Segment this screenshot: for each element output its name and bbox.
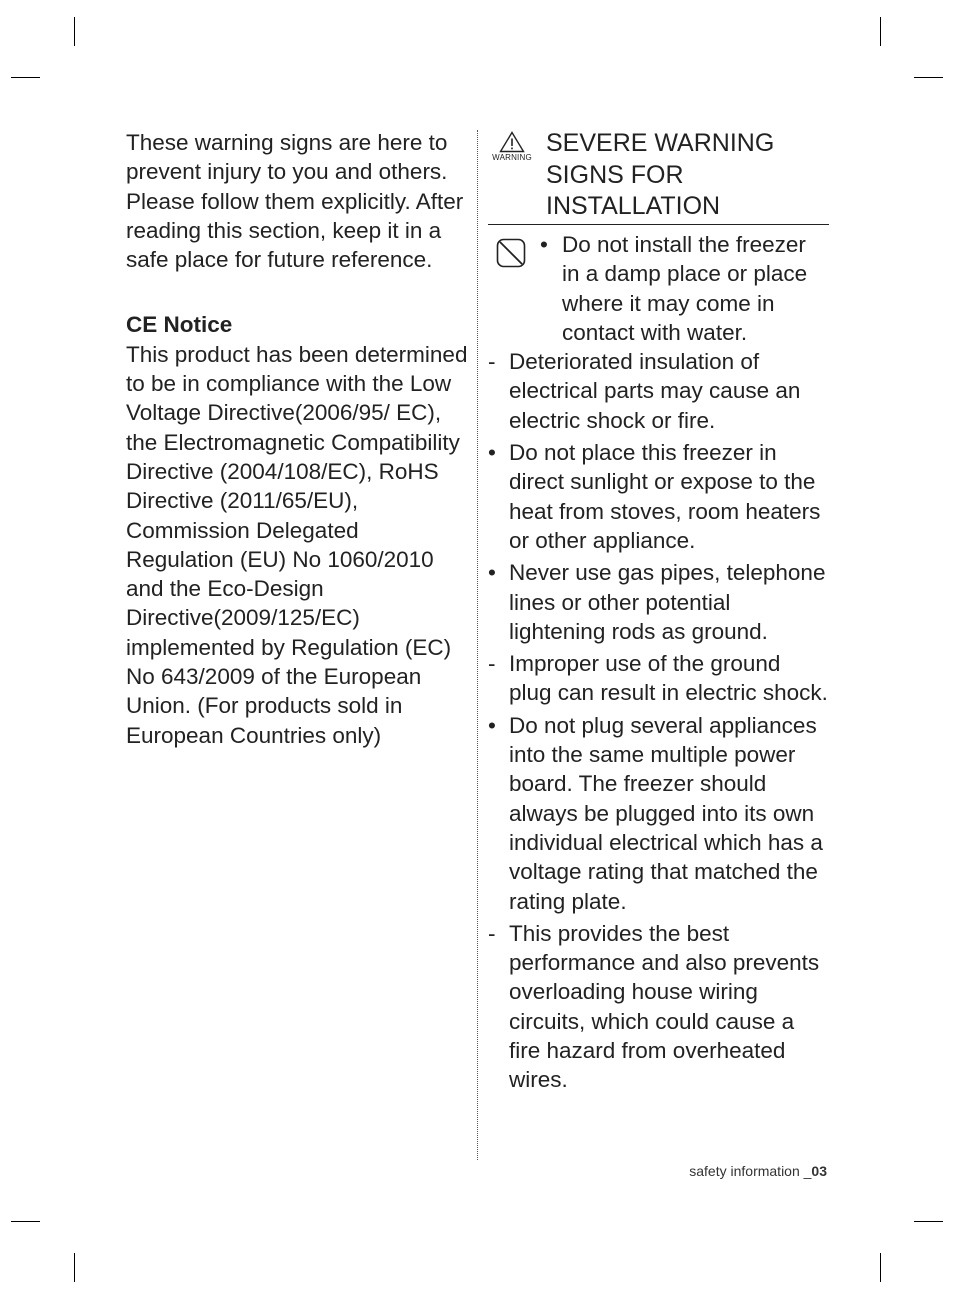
dash-mark: -	[488, 920, 496, 946]
bullet-mark: •	[488, 440, 496, 466]
intro-paragraph: These warning signs are here to prevent injury to you and others. Please follow them explicitly. After reading this section, keep it in a safe place for future reference.	[126, 130, 464, 273]
column-divider	[477, 130, 478, 1160]
crop-mark	[74, 1253, 75, 1282]
list-item	[488, 711, 829, 916]
page-number: 03	[811, 1163, 827, 1179]
ce-notice-title: CE Notice	[126, 312, 233, 338]
list-item	[488, 347, 829, 435]
crop-mark	[880, 1253, 881, 1282]
item-text: Do not install the freezer in a damp place or place where it may come in contact with water.	[562, 232, 808, 345]
ce-notice-body: This product has been determined to be in compliance with the Low Voltage Directive(2006/95/ EC), the Electromagnetic Compatibility Directive (2004/108/EC), RoHS Directive (2011/65/EU), Commission Delegated Regulation (EU) No 1060/2010 and the Eco-Design Directive(2009/125/EC) implemented by Regulation (EC) No 643/2009 of the European Union. (For products sold in European Countries only)	[126, 341, 468, 748]
item-text: Deteriorated insulation of electrical parts may cause an electric shock or fire.	[509, 349, 801, 433]
page-footer	[689, 1163, 827, 1179]
list-item	[488, 230, 829, 347]
warning-label: WARNING	[492, 153, 532, 162]
crop-mark	[74, 17, 75, 46]
crop-mark	[880, 17, 881, 46]
no-moisture-icon	[496, 238, 526, 275]
list-item	[488, 438, 829, 555]
crop-mark	[11, 1221, 40, 1222]
crop-mark	[914, 1221, 943, 1222]
footer-section-name: safety information _	[689, 1163, 812, 1179]
item-text: This provides the best performance and also prevents overloading house wiring circuits, which could cause a fire hazard from overheated wires.	[509, 920, 820, 1093]
item-text: Do not plug several appliances into the same multiple power board. The freezer should always be plugged into its own individual electrical which has a voltage rating that matched the rating plate.	[509, 712, 823, 914]
left-column	[126, 128, 471, 750]
list-item	[488, 649, 829, 708]
crop-mark	[11, 77, 40, 78]
item-text: Do not place this freezer in direct sunlight or expose to the heat from stoves, room heaters or other appliance.	[509, 440, 821, 553]
section-heading	[488, 128, 829, 225]
dash-mark: -	[488, 349, 496, 375]
list-item	[488, 919, 829, 1095]
bullet-mark: •	[488, 560, 496, 586]
bullet-mark: •	[540, 232, 548, 257]
right-column	[488, 128, 829, 1095]
bullet-mark: •	[488, 712, 496, 738]
section-title: SEVERE WARNING SIGNS FOR INSTALLATION	[546, 129, 775, 220]
item-text: Improper use of the ground plug can result in electric shock.	[509, 651, 828, 706]
list-item	[488, 558, 829, 646]
crop-mark	[914, 77, 943, 78]
item-text: Never use gas pipes, telephone lines or other potential lightening rods as ground.	[509, 560, 826, 644]
warning-triangle-icon	[490, 131, 534, 162]
dash-mark: -	[488, 651, 496, 677]
